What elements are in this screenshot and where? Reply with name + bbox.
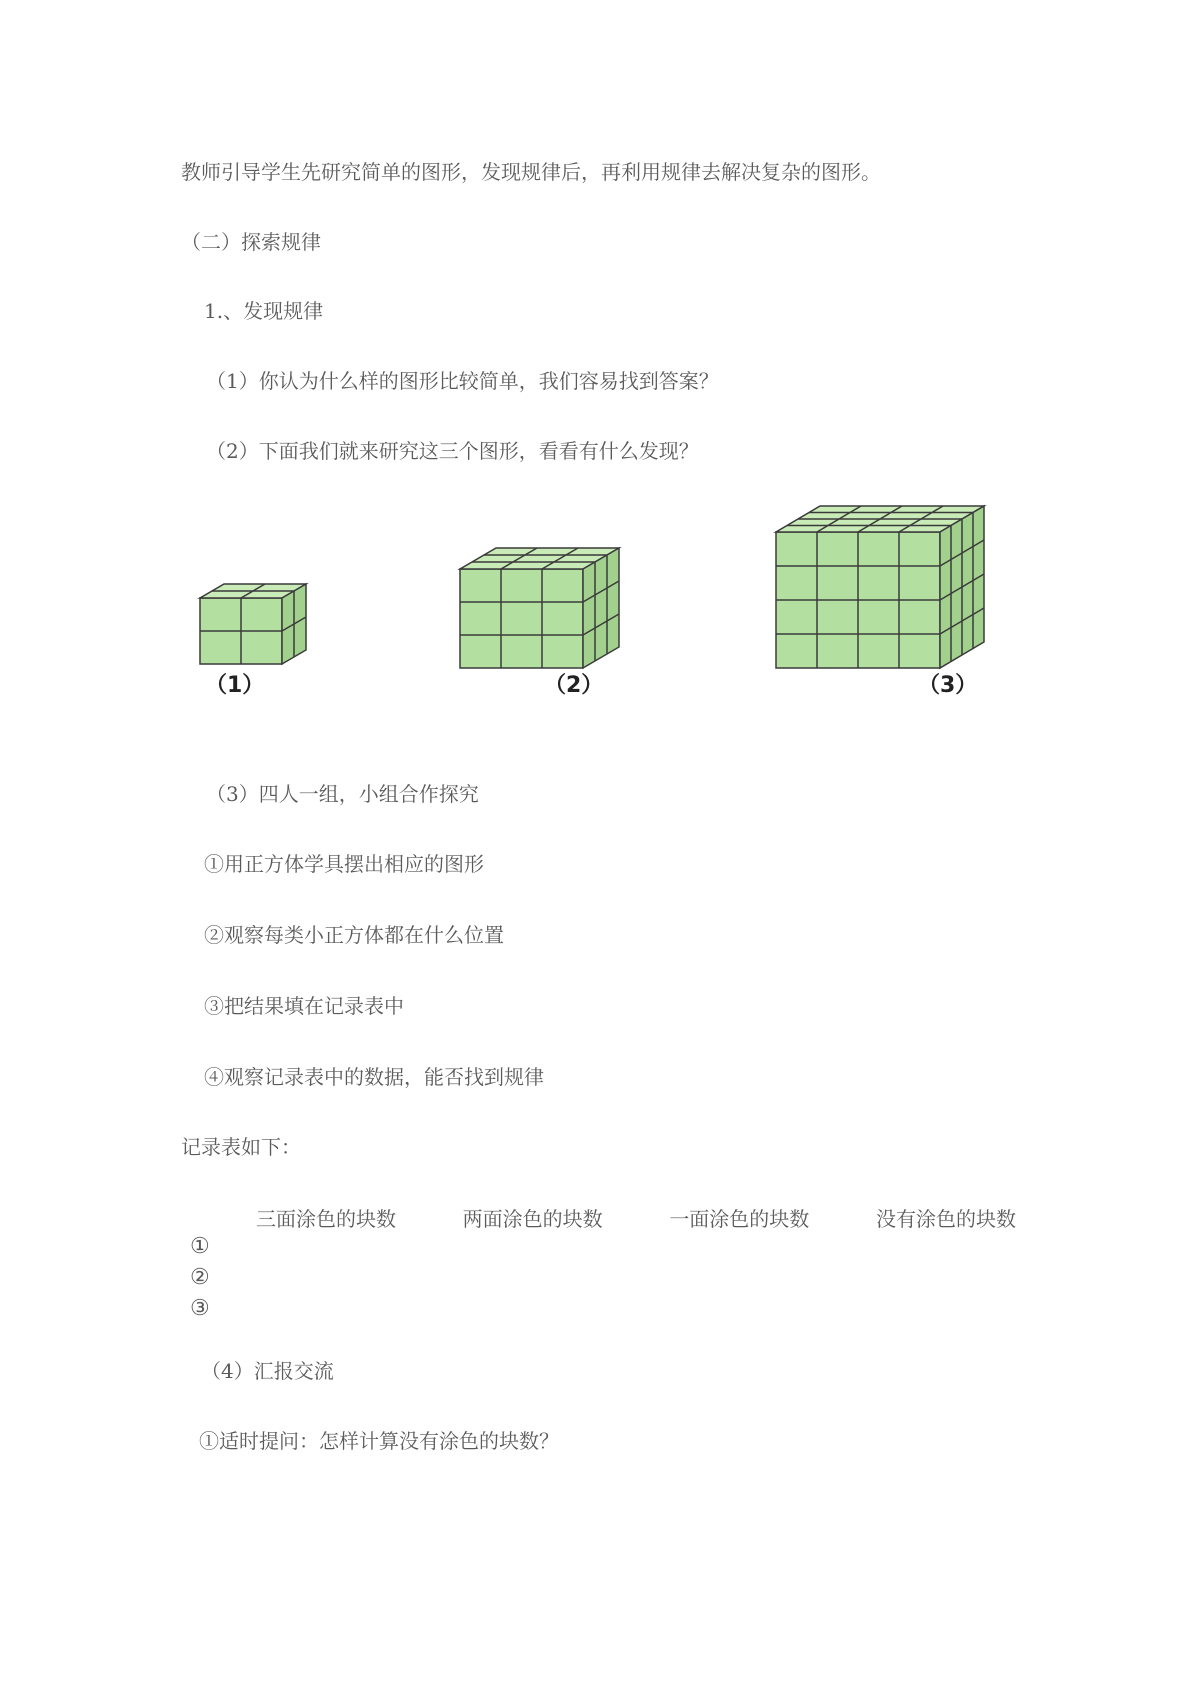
step-1: ①用正方体学具摆出相应的图形 bbox=[204, 852, 484, 876]
intro-paragraph: 教师引导学生先研究简单的图形，发现规律后，再利用规律去解决复杂的图形。 bbox=[181, 160, 881, 184]
table-header-two-faces: 两面涂色的块数 bbox=[462, 1207, 603, 1231]
cube-figure-3-drawing bbox=[776, 506, 991, 668]
table-row-label-3: ③ bbox=[190, 1296, 210, 1321]
figure-label-3: （3） bbox=[918, 673, 978, 698]
subsection-discover: 1.、发现规律 bbox=[204, 299, 324, 323]
question-1: （1）你认为什么样的图形比较简单，我们容易找到答案？ bbox=[206, 369, 719, 393]
cube-figure-1-drawing bbox=[200, 584, 312, 664]
table-header-no-face: 没有涂色的块数 bbox=[875, 1207, 1016, 1231]
cube-3-side bbox=[940, 506, 984, 668]
cube-2-front bbox=[460, 569, 583, 668]
cube-1-front bbox=[200, 598, 282, 664]
step-2: ②观察每类小正方体都在什么位置 bbox=[204, 923, 504, 947]
cube-2-side bbox=[583, 548, 619, 668]
step-4: ④观察记录表中的数据，能否找到规律 bbox=[204, 1065, 544, 1089]
table-header-one-face: 一面涂色的块数 bbox=[669, 1207, 810, 1231]
prompt-question-1: ①适时提问：怎样计算没有涂色的块数？ bbox=[199, 1429, 559, 1453]
table-row-label-1: ① bbox=[190, 1234, 210, 1259]
cube-1-side bbox=[282, 584, 306, 664]
question-3: （3）四人一组，小组合作探究 bbox=[206, 782, 479, 806]
cube-figure-1 bbox=[200, 584, 312, 664]
record-table-header bbox=[256, 1205, 1016, 1233]
cube-3-front bbox=[776, 532, 940, 668]
table-header-three-faces: 三面涂色的块数 bbox=[256, 1207, 396, 1231]
step-3: ③把结果填在记录表中 bbox=[204, 994, 404, 1018]
figure-label-1: （1） bbox=[205, 673, 265, 698]
cube-figure-3 bbox=[776, 506, 991, 668]
record-table-intro: 记录表如下： bbox=[181, 1135, 301, 1159]
question-4: （4）汇报交流 bbox=[201, 1359, 334, 1383]
figure-label-2: （2） bbox=[544, 673, 604, 698]
table-row-label-2: ② bbox=[190, 1265, 210, 1290]
cube-figure-2 bbox=[460, 548, 625, 668]
section-heading-explore: （二）探索规律 bbox=[181, 230, 321, 254]
question-2: （2）下面我们就来研究这三个图形，看看有什么发现？ bbox=[206, 439, 699, 463]
cube-figure-2-drawing bbox=[460, 548, 625, 668]
